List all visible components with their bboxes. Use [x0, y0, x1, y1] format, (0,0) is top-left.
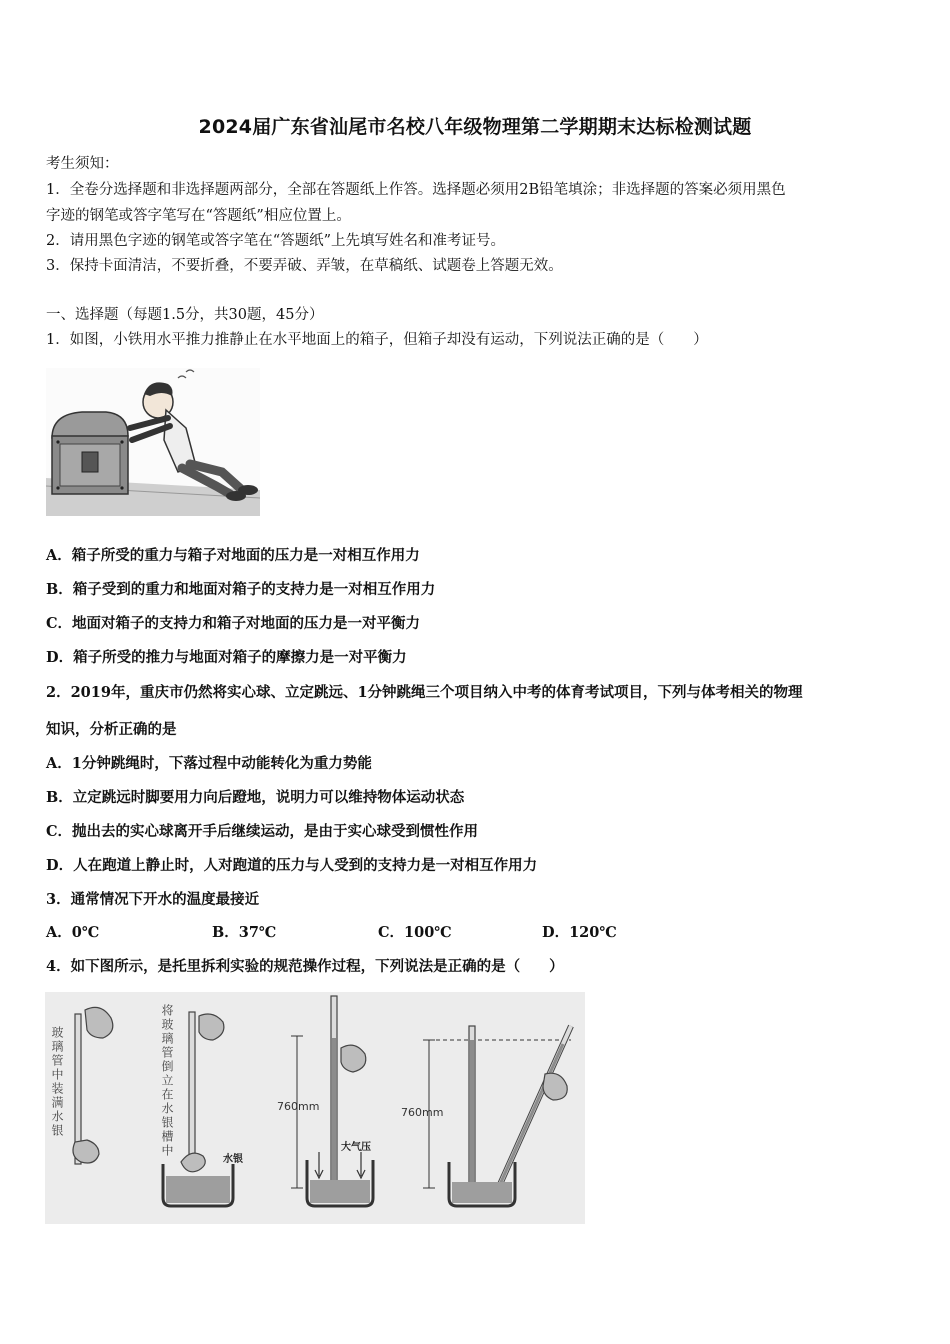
fig-label-760mm-b: 760mm [401, 1106, 444, 1119]
question-1-stem: 1．如图，小铁用水平推力推静止在水平地面上的箱子，但箱子却没有运动，下列说法正确的是（ ） [46, 332, 708, 348]
q1-option-c: C．地面对箱子的支持力和箱子对地面的压力是一对平衡力 [46, 615, 421, 632]
notice-item: 1．全卷分选择题和非选择题两部分，全部在答题纸上作答。选择题必须用2B铅笔填涂；非选择题的答案必须用黑色 [46, 182, 786, 198]
notice-item: 字迹的钢笔或答字笔写在“答题纸”相应位置上。 [46, 208, 351, 224]
fig-label-step1: 玻璃管中装满水银 [50, 1026, 64, 1138]
question-3-stem: 3．通常情况下开水的温度最接近 [46, 891, 260, 908]
notice-item: 2．请用黑色字迹的钢笔或答字笔在“答题纸”上先填写姓名和准考证号。 [46, 233, 506, 249]
question-4-stem: 4．如下图所示，是托里拆利实验的规范操作过程，下列说法是正确的是（ ） [46, 958, 564, 975]
q2-option-a: A．1分钟跳绳时，下落过程中动能转化为重力势能 [46, 755, 372, 772]
q3-option-b: B．37℃ [212, 924, 277, 941]
fig-label-760mm-a: 760mm [277, 1100, 320, 1113]
q3-option-a: A．0℃ [46, 924, 100, 941]
q1-option-b: B．箱子受到的重力和地面对箱子的支持力是一对相互作用力 [46, 581, 436, 598]
q1-figure-boy-pushing-chest [46, 368, 260, 516]
section-heading: 一、选择题（每题1.5分，共30题，45分） [46, 307, 324, 323]
q4-figure-torricelli-experiment [45, 992, 585, 1224]
notice-heading: 考生须知： [46, 156, 119, 172]
fig-label-atmospheric-pressure: 大气压 [341, 1142, 371, 1153]
question-2-stem: 2．2019年，重庆市仍然将实心球、立定跳远、1分钟跳绳三个项目纳入中考的体育考试项目，下列与体考相关的物理 [46, 684, 803, 701]
fig-label-mercury: 水银 [223, 1154, 243, 1165]
q2-option-d: D．人在跑道上静止时，人对跑道的压力与人受到的支持力是一对相互作用力 [46, 857, 538, 874]
q2-option-b: B．立定跳远时脚要用力向后蹬地，说明力可以维持物体运动状态 [46, 789, 465, 806]
fig-label-step2: 将玻璃管倒立在水银槽中 [160, 1004, 174, 1158]
q3-option-c: C．100℃ [378, 924, 452, 941]
notice-item: 3．保持卡面清洁，不要折叠，不要弄破、弄皱，在草稿纸、试题卷上答题无效。 [46, 258, 563, 274]
q3-option-d: D．120℃ [542, 924, 617, 941]
q2-option-c: C．抛出去的实心球离开手后继续运动，是由于实心球受到惯性作用 [46, 823, 479, 840]
q1-option-a: A．箱子所受的重力与箱子对地面的压力是一对相互作用力 [46, 547, 420, 564]
page-title: 2024届广东省汕尾市名校八年级物理第二学期期末达标检测试题 [198, 116, 752, 138]
q1-option-d: D．箱子所受的推力与地面对箱子的摩擦力是一对平衡力 [46, 649, 407, 666]
question-2-stem-cont: 知识，分析正确的是 [46, 721, 177, 738]
